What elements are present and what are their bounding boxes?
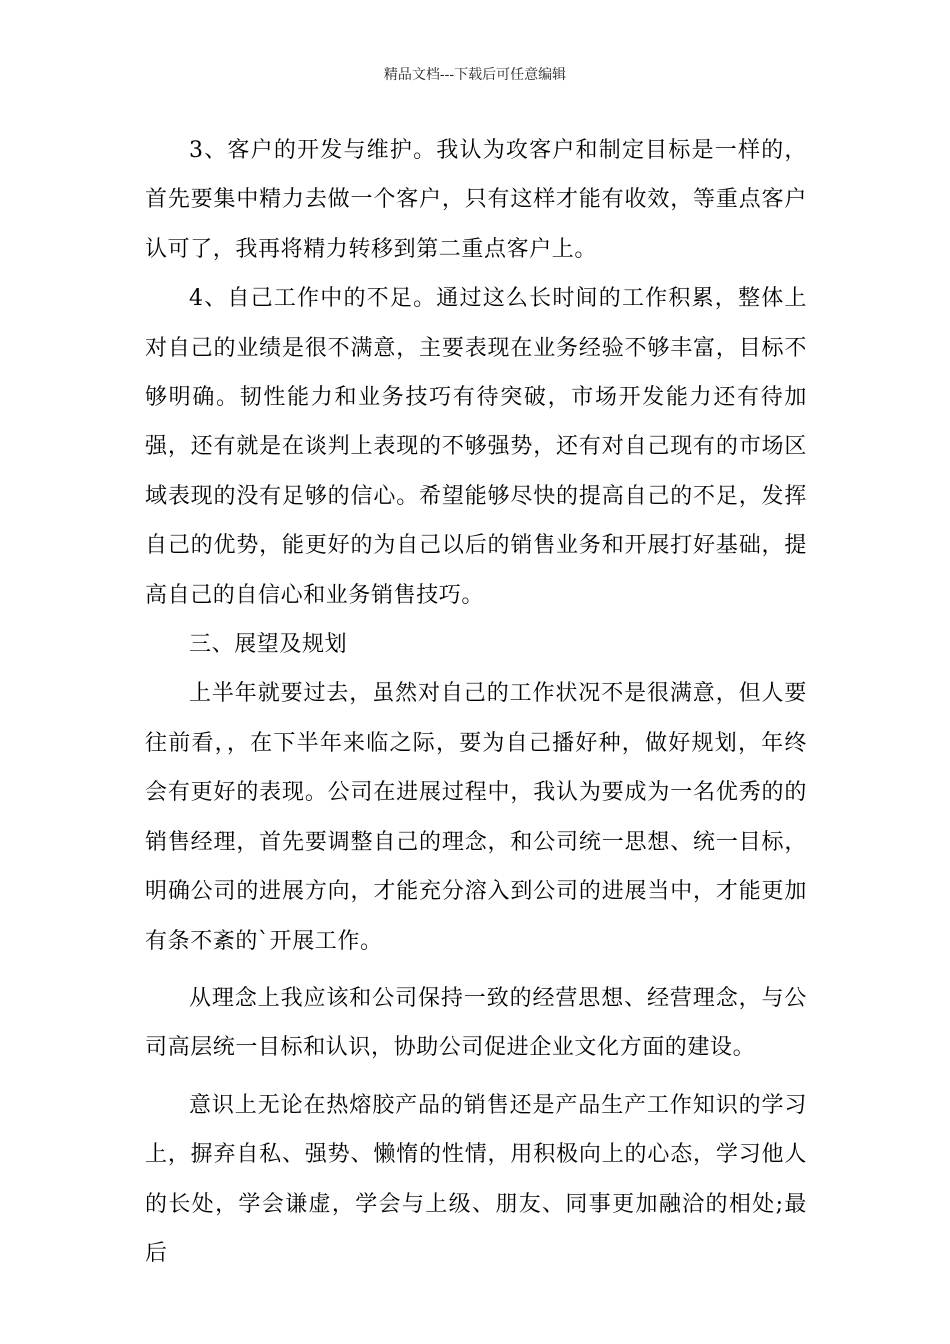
paragraph-concept: 从理念上我应该和公司保持一致的经营思想、经营理念，与公司高层统一目标和认识，协助公司促进企业文化方面的建设。	[145, 985, 807, 1061]
paragraph-customer-development: 3、客户的开发与维护。我认为攻客户和制定目标是一样的，首先要集中精力去做一个客户，只有这样才能有收效，等重点客户认可了，我再将精力转移到第二重点客户上。	[145, 138, 807, 262]
paragraph-shortcomings: 4、自己工作中的不足。通过这么长时间的工作积累，整体上对自己的业绩是很不满意，主要表现在业务经验不够丰富，目标不够明确。韧性能力和业务技巧有待突破，市场开发能力还有待加强，还有就是在谈判上表现的不够强势，还有对自己现有的市场区域表现的没有足够的信心。希望能够尽快的提高自己的不足，发挥自己的优势，能更好的为自己以后的销售业务和开展打好基础，提高自己的自信心和业务销售技巧。	[145, 286, 807, 608]
page-header: 精品文档---下载后可任意编辑	[383, 67, 567, 83]
paragraph-outlook: 上半年就要过去，虽然对自己的工作状况不是很满意，但人要往前看，，在下半年来临之际，要为自己播好种，做好规划，年终会有更好的表现。公司在进展过程中，我认为要成为一名优秀的的销售经理，首先要调整自己的理念，和公司统一思想、统一目标，明确公司的进展方向，才能充分溶入到公司的进展当中，才能更加有条不紊的`开展工作。	[145, 681, 807, 954]
document-body	[145, 126, 807, 1278]
paragraph-awareness: 意识上无论在热熔胶产品的销售还是产品生产工作知识的学习上，摒弃自私、强势、懒惰的性情，用积极向上的心态，学习他人的长处，学会谦虚，学会与上级、朋友、同事更加融洽的相处;最后	[145, 1092, 807, 1266]
section-heading-outlook: 三、展望及规划	[189, 632, 348, 658]
